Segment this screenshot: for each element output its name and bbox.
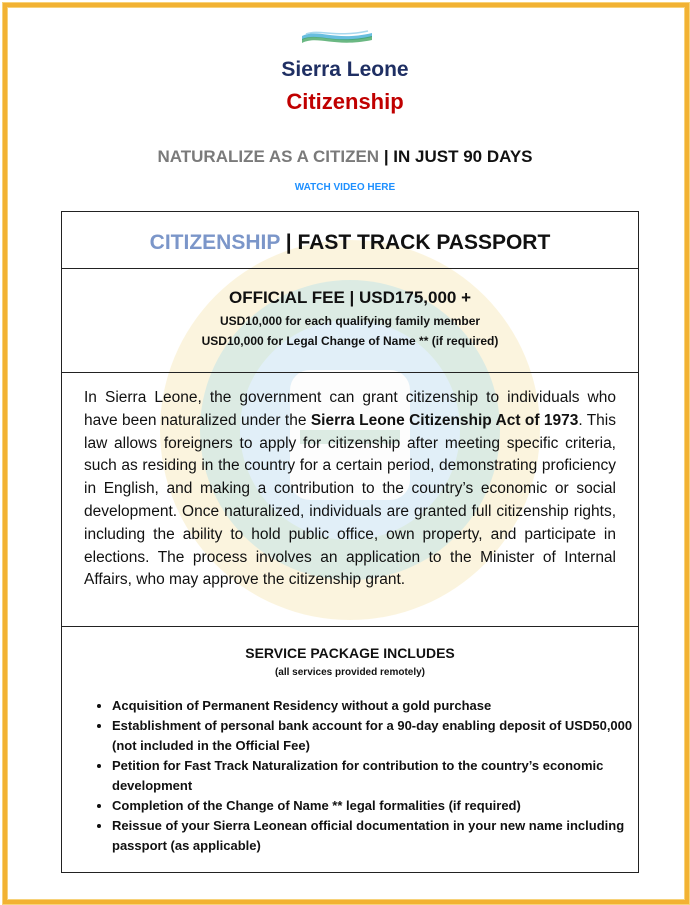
- program-title-separator: |: [279, 231, 298, 254]
- tagline-duration: IN JUST 90 DAYS: [393, 147, 533, 166]
- description-body: . This law allows foreigners to apply for citizenship after meeting specific criteria, such as residing in the country for a certain period, demonstrating proficiency in English, and making a contribution to the country’s economic or social development. Once naturalized, individuals are granted full citizenship rights, including the ability to hold public office, own property, and participate in elections. The process involves an application to the Minister of Internal Affairs, who may approve the citizenship grant.: [84, 411, 616, 589]
- name-change-fee: USD10,000 for Legal Change of Name ** (if required): [201, 334, 499, 348]
- citizenship-act-name: Sierra Leone Citizenship Act of 1973: [310, 411, 579, 429]
- country-title: Sierra Leone: [281, 58, 409, 81]
- description-intro: In Sierra Leone, the government can grant citizenship to individuals who have been naturalized under the: [84, 389, 616, 429]
- program-title-citizenship: CITIZENSHIP: [149, 231, 280, 254]
- service-list: [88, 696, 642, 856]
- tagline-separator: |: [379, 147, 394, 166]
- program-title-passport: FAST TRACK PASSPORT: [297, 231, 551, 254]
- list-item: • Petition for Fast Track Naturalization for contribution to the country’s economic development: [112, 756, 642, 796]
- service-package-heading: SERVICE PACKAGE INCLUDES: [245, 645, 455, 661]
- tagline-naturalize: NATURALIZE AS A CITIZEN: [157, 147, 380, 166]
- tagline: [0, 147, 690, 167]
- list-item: • Completion of the Change of Name ** legal formalities (if required): [112, 796, 642, 816]
- official-fee: OFFICIAL FEE | USD175,000 +: [228, 288, 472, 307]
- watch-video-link[interactable]: WATCH VIDEO HERE: [294, 182, 396, 193]
- program-title: [62, 231, 638, 255]
- list-item: • Reissue of your Sierra Leonean official documentation in your new name including passport (as applicable): [112, 816, 642, 856]
- service-package-note: (all services provided remotely): [274, 667, 426, 678]
- waving-flag-logo: [300, 28, 374, 48]
- list-item: • Acquisition of Permanent Residency without a gold purchase: [112, 696, 642, 716]
- family-member-fee: USD10,000 for each qualifying family member: [219, 314, 481, 328]
- list-item: • Establishment of personal bank account for a 90-day enabling deposit of USD50,000 (not included in the Official Fee): [112, 716, 642, 756]
- description-paragraph: [84, 387, 616, 592]
- citizenship-subtitle: Citizenship: [286, 89, 404, 114]
- program-table: [61, 211, 639, 873]
